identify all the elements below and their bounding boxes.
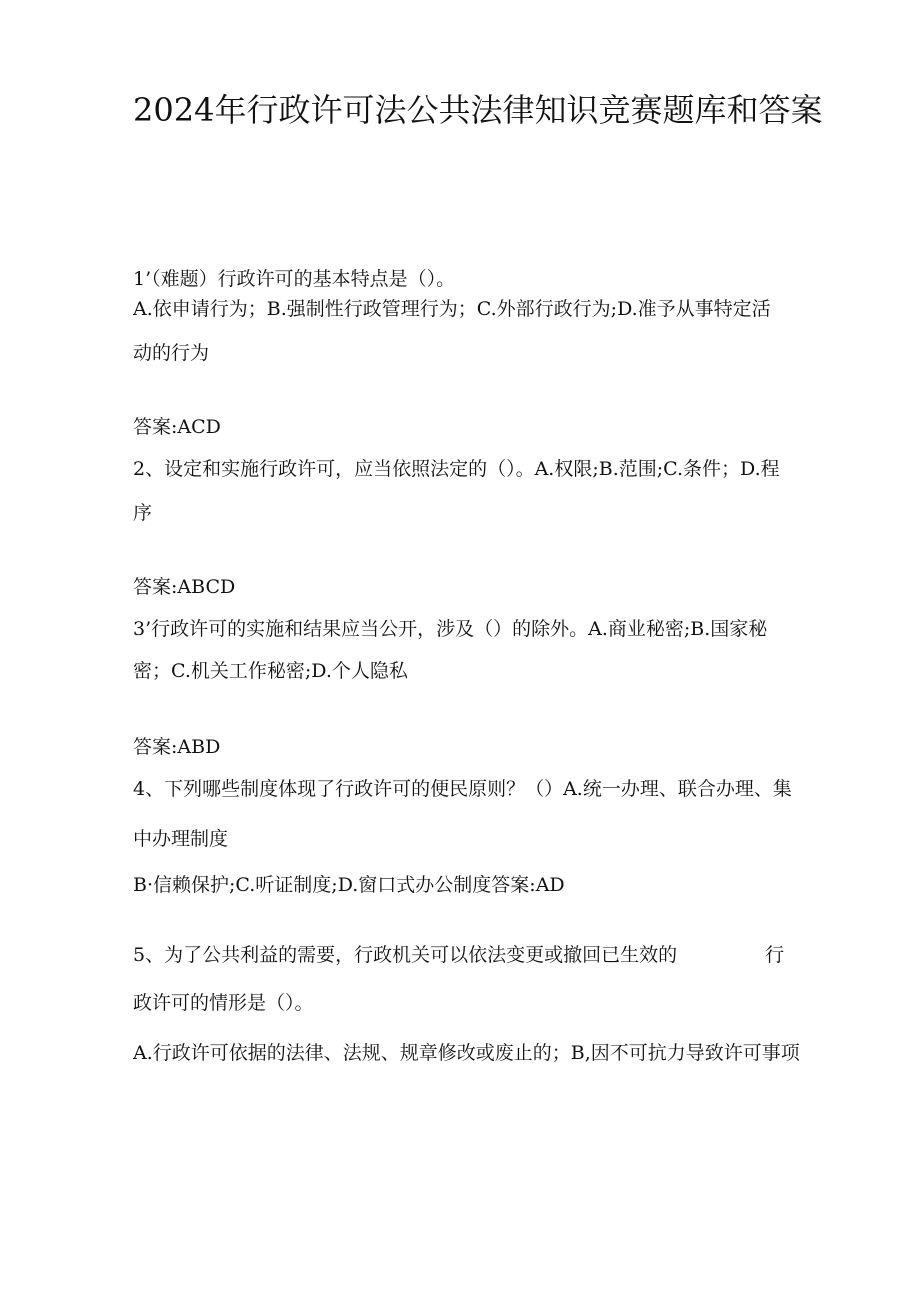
question-5-stem-tail: 行 — [765, 944, 785, 966]
question-5-stem-text: 5、为了公共利益的需要，行政机关可以依法变更或撤回已生效的 — [133, 944, 678, 966]
question-2-answer: 答案:ABCD — [133, 576, 236, 598]
question-1-answer: 答案:ACD — [133, 416, 221, 438]
question-4-stem-cont: 中办理制度 — [133, 828, 229, 850]
question-1-options-cont: 动的行为 — [133, 342, 210, 364]
question-5-options: A.行政许可依据的法律、法规、规章修改或废止的；B,因不可抗力导致许可事项 — [133, 1042, 800, 1064]
question-4-stem: 4、下列哪些制度体现了行政许可的便民原则？（）A.统一办理、联合办理、集 — [133, 778, 792, 800]
question-2-stem: 2、设定和实施行政许可，应当依照法定的（）。A.权限;B.范围;C.条件；D.程 — [133, 458, 780, 480]
question-3-answer: 答案:ABD — [133, 736, 221, 758]
question-3-stem: 3’行政许可的实施和结果应当公开，涉及（）的除外。A.商业秘密;B.国家秘 — [133, 618, 768, 640]
question-4-options-answer: B·信赖保护;C.听证制度;D.窗口式办公制度答案:AD — [133, 874, 565, 896]
question-5-stem-cont: 政许可的情形是（）。 — [133, 992, 314, 1014]
question-3-stem-cont: 密；C.机关工作秘密;D.个人隐私 — [133, 660, 408, 682]
question-1-stem: 1’（难题）行政许可的基本特点是（）。 — [133, 268, 456, 290]
document-title: 2024年行政许可法公共法律知识竞赛题库和答案 — [133, 91, 823, 129]
question-1-options: A.依申请行为；B.强制性行政管理行为；C.外部行政行为;D.准予从事特定活 — [133, 298, 771, 320]
question-5-stem — [133, 942, 843, 968]
question-2-stem-cont: 序 — [133, 502, 153, 524]
